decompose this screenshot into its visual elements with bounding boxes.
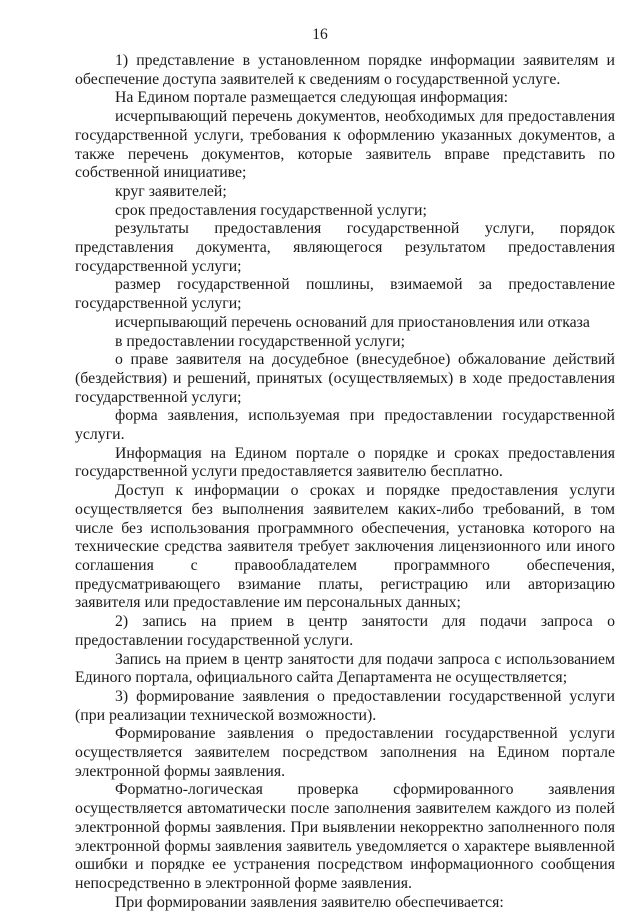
paragraph-item-2-appointment: 2) запись на прием в центр занятости для подачи запроса о предоставлении государственной услуги.	[75, 613, 615, 649]
document-body	[75, 52, 615, 912]
paragraph-forming-ensures: При формировании заявления заявителю обеспечивается:	[115, 893, 504, 911]
list-item-appeal-right: о праве заявителя на досудебное (внесудебное) обжалование действий (бездействия) и решений, принятых (осуществляемых) в ходе предоставления государственной услуги;	[75, 351, 615, 406]
paragraph-free-of-charge: Информация на Едином портале о порядке и сроках предоставления государственной услуги предоставляется заявителю бесплатно.	[75, 444, 615, 481]
paragraph-appointment-not-available: Запись на прием в центр занятости для подачи запроса с использованием Единого портала, официального сайта Департамента не осуществляется;	[75, 650, 615, 687]
paragraph-item-1-provision-of-information: 1) представление в установленном порядке информации заявителям и обеспечение доступа заявителей к сведениям о государственной услуге.	[75, 52, 615, 88]
list-item-fee: размер государственной пошлины, взимаемой за предоставление государственной услуги;	[75, 276, 615, 313]
list-item-grounds-suspension: исчерпывающий перечень оснований для приостановления или отказа	[115, 313, 590, 331]
list-item-documents: исчерпывающий перечень документов, необходимых для предоставления государственной услуги, требования к оформлению указанных документов, а также перечень документов, которые заявитель вправе представить по собственной инициативе;	[75, 108, 615, 182]
page-number: 16	[312, 26, 328, 43]
paragraph-format-logic-check: Форматно-логическая проверка сформированного заявления осуществляется автоматически после заполнения заявителем каждого из полей электронной формы заявления. При выявлении некорректно заполненного поля электронной формы заявления заявитель уведомляется о характере выявленной ошибки и порядке ее устранения посредством информационного сообщения непосредственно в электронной форме заявления.	[75, 781, 615, 892]
paragraph-access-requirements: Доступ к информации о сроках и порядке предоставления услуги осуществляется без выполнения заявителем каких-либо требований, в том числе без использования программного обеспечения, установка которого на технические средства заявителя требует заключения лицензионного или иного соглашения с правообладателем программного обеспечения, предусматривающего взимание платы, регистрацию или авторизацию заявителя или предоставление им персональных данных;	[75, 482, 615, 612]
list-item-application-form: форма заявления, используемая при предоставлении государственной услуги.	[75, 407, 615, 444]
paragraph-item-3-application-forming: 3) формирование заявления о предоставлении государственной услуги (при реализации технической возможности).	[75, 687, 615, 724]
list-item-applicants: круг заявителей;	[115, 182, 227, 200]
paragraph-portal-info-intro: На Едином портале размещается следующая информация:	[115, 89, 509, 107]
list-item-grounds-refusal: в предоставлении государственной услуги;	[115, 332, 406, 350]
paragraph-application-forming-method: Формирование заявления о предоставлении государственной услуги осуществляется заявителем посредством заполнения на Едином портале электронной формы заявления.	[75, 725, 615, 780]
list-item-term: срок предоставления государственной услуги;	[115, 201, 427, 219]
list-item-results: результаты предоставления государственной услуги, порядок представления документа, являющегося результатом предоставления государственной услуги;	[75, 220, 615, 275]
